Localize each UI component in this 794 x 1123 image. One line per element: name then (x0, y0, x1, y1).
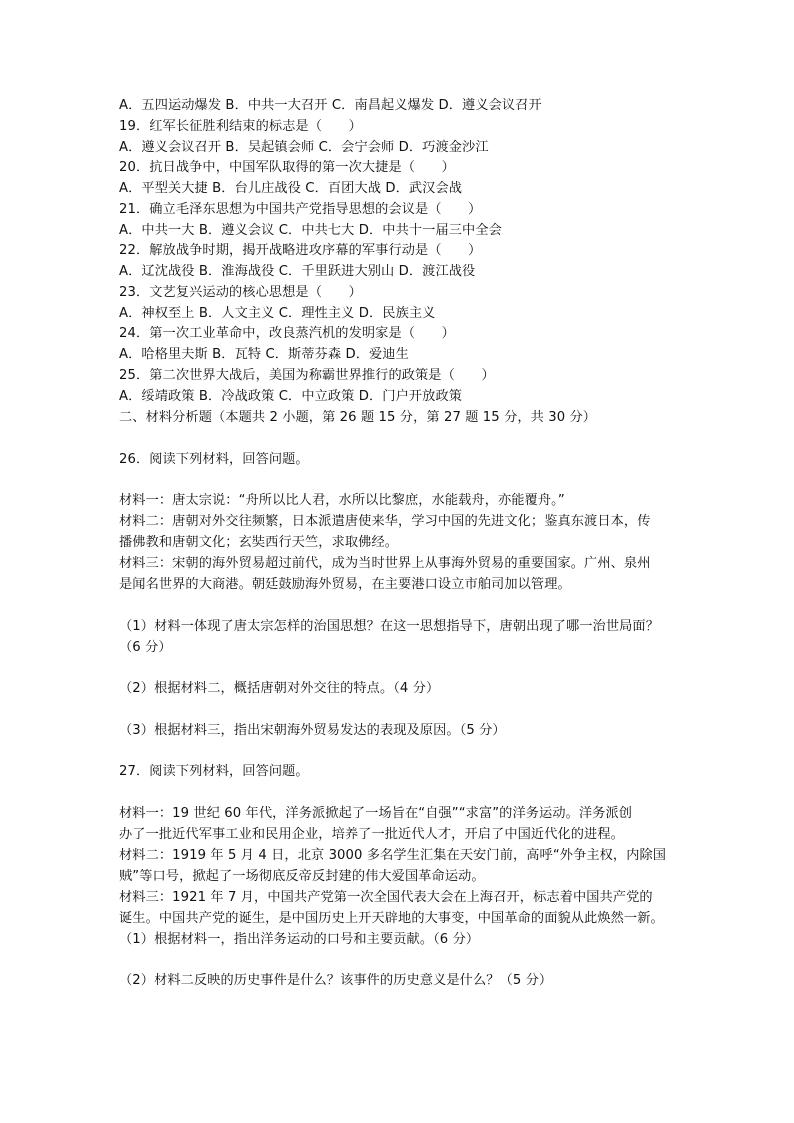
q27-material-2-cont: 贼”等口号，掀起了一场彻底反帝反封建的伟大爱国革命运动。 (119, 869, 485, 884)
q27-material-2: 材料二：1919 年 5 月 4 日，北京 3000 多名学生汇集在天安门前，高呼“外争主权，内除国 (119, 848, 667, 863)
q26-subquestion-2: （2）根据材料二，概括唐朝对外交往的特点。（4 分） (119, 681, 440, 696)
q26-material-1: 材料一：唐太宗说：“舟所以比人君，水所以比黎庶，水能载舟，亦能覆舟。” (119, 493, 565, 508)
q27-material-1: 材料一：19 世纪 60 年代，洋务派掀起了一场旨在“自强”“求富”的洋务运动。洋务派创 (119, 806, 633, 821)
q26-subquestion-3: （3）根据材料三，指出宋朝海外贸易发达的表现及原因。（5 分） (119, 723, 506, 738)
q27-material-3-cont: 诞生。中国共产党的诞生，是中国历史上开天辟地的大事变，中国革命的面貌从此焕然一新。 (119, 911, 664, 926)
q20-options: A．平型关大捷 B．台儿庄战役 C．百团大战 D．武汉会战 (119, 181, 463, 196)
q24-options: A．哈格里夫斯 B．瓦特 C．斯蒂芬森 D．爱迪生 (119, 347, 409, 362)
q18-options: A．五四运动爆发 B．中共一大召开 C．南昌起义爆发 D．遵义会议召开 (119, 98, 542, 113)
q22-options: A．辽沈战役 B．淮海战役 C．千里跃进大别山 D．渡江战役 (119, 264, 476, 279)
q26-material-2-cont: 播佛教和唐朝文化；玄奘西行天竺，求取佛经。 (119, 535, 399, 550)
q27-material-3: 材料三：1921 年 7 月，中国共产党第一次全国代表大会在上海召开，标志着中国共产党的 (119, 890, 653, 905)
q25-question: 25．第二次世界大战后，美国为称霸世界推行的政策是（ ） (119, 368, 495, 383)
q25-options: A．绥靖政策 B．冷战政策 C．中立政策 D．门户开放政策 (119, 389, 463, 404)
q20-question: 20．抗日战争中，中国军队取得的第一次大捷是（ ） (119, 160, 455, 175)
q21-question: 21．确立毛泽东思想为中国共产党指导思想的会议是（ ） (119, 202, 482, 217)
section-2-heading: 二、材料分析题（本题共 2 小题，第 26 题 15 分，第 27 题 15 分，共 30 分） (119, 410, 597, 425)
q26-subquestion-1: （1）材料一体现了唐太宗怎样的治国思想？在这一思想指导下，唐朝出现了哪一治世局面？ (119, 619, 659, 634)
q27-material-1-cont: 办了一批近代军事工业和民用企业，培养了一批近代人才，开启了中国近代化的进程。 (119, 827, 624, 842)
q27-subquestion-2: （2）材料二反映的历史事件是什么？该事件的历史意义是什么？（5 分） (119, 973, 553, 988)
q26-subquestion-1-score: （6 分） (119, 640, 172, 655)
q23-options: A．神权至上 B．人文主义 C．理性主义 D．民族主义 (119, 306, 436, 321)
q26-intro: 26．阅读下列材料，回答问题。 (119, 452, 309, 467)
q23-question: 23．文艺复兴运动的核心思想是（ ） (119, 285, 362, 300)
q27-subquestion-1: （1）根据材料一，指出洋务运动的口号和主要贡献。（6 分） (119, 932, 480, 947)
q19-options: A．遵义会议召开 B．吴起镇会师 C．会宁会师 D．巧渡金沙江 (119, 140, 489, 155)
q21-options: A．中共一大 B．遵义会议 C．中共七大 D．中共十一届三中全会 (119, 223, 502, 238)
q26-material-3-cont: 是闻名世界的大商港。朝廷鼓励海外贸易，在主要港口设立市舶司加以管理。 (119, 577, 571, 592)
q19-question: 19．红军长征胜利结束的标志是（ ） (119, 119, 362, 134)
q22-question: 22．解放战争时期，揭开战略进攻序幕的军事行动是（ ） (119, 243, 482, 258)
q27-intro: 27．阅读下列材料，回答问题。 (119, 764, 309, 779)
q24-question: 24．第一次工业革命中，改良蒸汽机的发明家是（ ） (119, 326, 455, 341)
q26-material-3: 材料三：宋朝的海外贸易超过前代，成为当时世界上从事海外贸易的重要国家。广州、泉州 (119, 556, 651, 571)
q26-material-2: 材料二：唐朝对外交往频繁，日本派遣唐使来华，学习中国的先进文化；鉴真东渡日本，传 (119, 514, 651, 529)
